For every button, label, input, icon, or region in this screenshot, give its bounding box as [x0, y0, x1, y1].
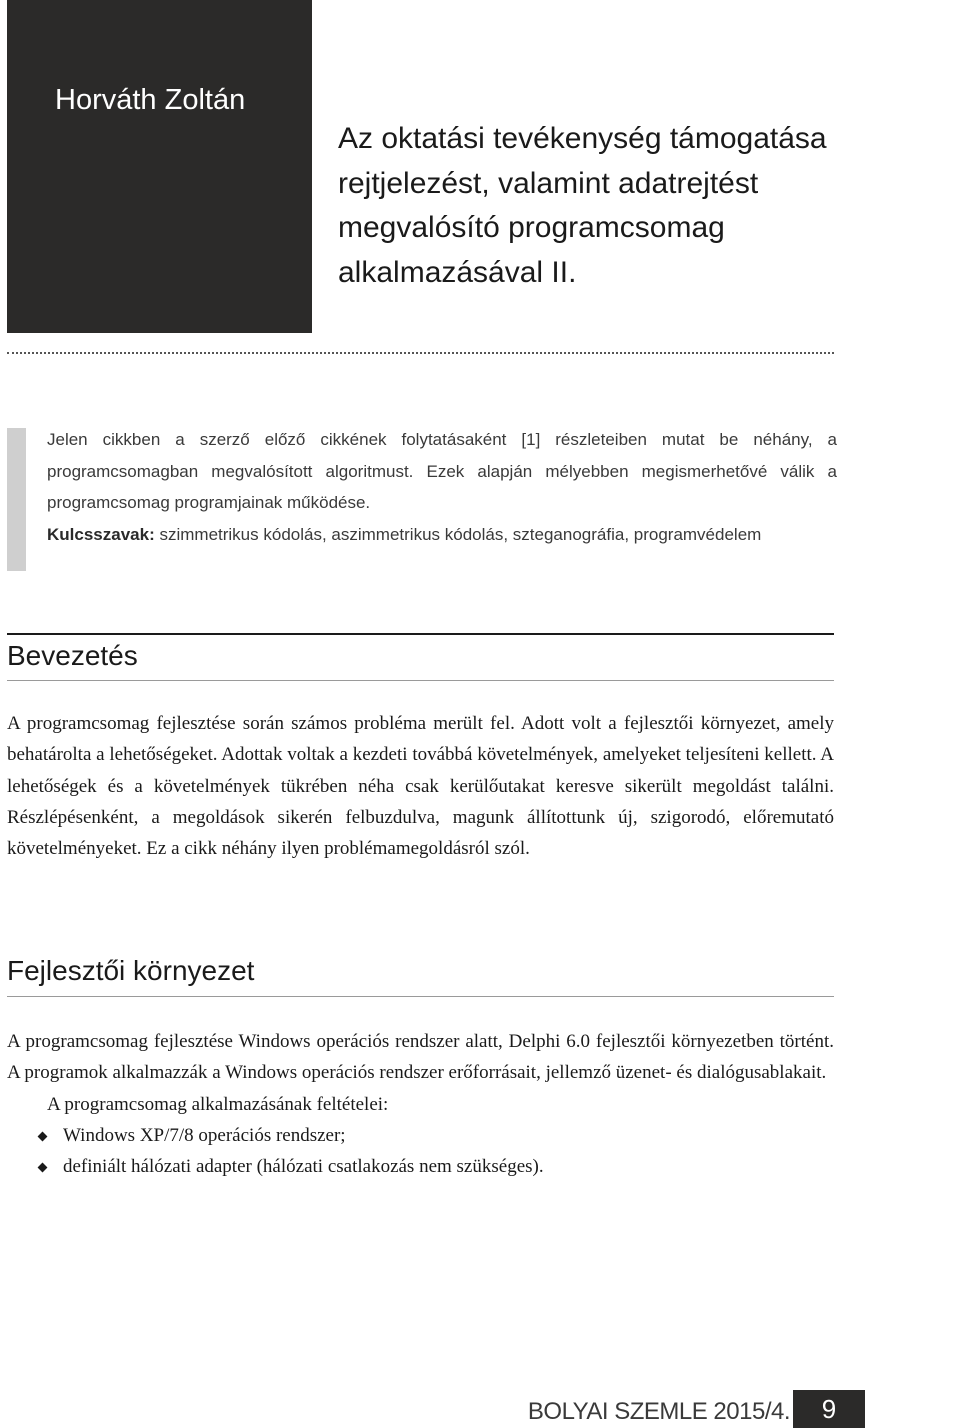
requirements-list	[7, 1120, 834, 1183]
author-box	[7, 0, 312, 333]
author-name: Horváth Zoltán	[55, 84, 246, 116]
list-item	[7, 1120, 834, 1151]
list-item	[7, 1151, 834, 1182]
keywords-list: szimmetrikus kódolás, aszimmetrikus kódolás, szteganográfia, programvédelem	[159, 524, 762, 544]
section-rule-bottom	[7, 680, 834, 681]
paragraph: A programcsomag fejlesztése Windows operációs rendszer alatt, Delphi 6.0 fejlesztői környezetben történt. A programok alkalmazzák a Windows operációs rendszer erőforrásait, jellemző üzenet- és dialógusablakait.	[7, 1031, 834, 1084]
env-body	[7, 1026, 834, 1182]
list-item-text: definiált hálózati adapter (hálózati csatlakozás nem szükséges).	[63, 1156, 544, 1178]
intro-body	[7, 708, 834, 864]
keywords-label: Kulcsszavak:	[47, 524, 155, 544]
page-number: 9	[793, 1390, 865, 1428]
diamond-bullet-icon	[38, 1131, 48, 1141]
paragraph: A programcsomag alkalmazásának feltételei:	[47, 1093, 389, 1115]
keywords	[47, 519, 837, 551]
section-heading-env: Fejlesztői környezet	[7, 955, 255, 986]
section-heading-intro: Bevezetés	[7, 640, 138, 671]
diamond-bullet-icon	[38, 1163, 48, 1173]
dotted-divider	[7, 352, 834, 354]
list-item-text: Windows XP/7/8 operációs rendszer;	[63, 1124, 346, 1146]
abstract-sidebar	[7, 428, 26, 571]
abstract	[47, 424, 837, 550]
section-rule-bottom	[7, 996, 834, 997]
paragraph: A programcsomag fejlesztése során számos probléma merült fel. Adott volt a fejlesztői környezet, amely behatárolta a lehetőségeket. Adottak voltak a kezdeti továbbá követelmények, amelyeket teljesíteni kellett. A lehetőségek és a követelmények tükrében néha csak kerülőutakat keresve sikerült megoldást találni. Részlépésenként, a megoldások sikerén felbuzdulva, magunk állítottunk új, szigorodó, előremutató követelményeket. Ez a cikk néhány ilyen problémamegoldásról szól.	[7, 713, 834, 860]
article-title: Az oktatási tevékenység támogatása rejtjelezést, valamint adatrejtést megvalósító programcsomag alkalmazásával II.	[338, 122, 827, 289]
abstract-text: Jelen cikkben a szerző előző cikkének folytatásaként [1] részleteiben mutat be néhány, a programcsomagban megvalósított algoritmust. Ezek alapján mélyebben megismerhetővé válik a programcsomag programjainak működése.	[47, 430, 837, 512]
section-rule-top	[7, 633, 834, 635]
journal-name: BOLYAI SZEMLE 2015/4.	[527, 1398, 790, 1425]
